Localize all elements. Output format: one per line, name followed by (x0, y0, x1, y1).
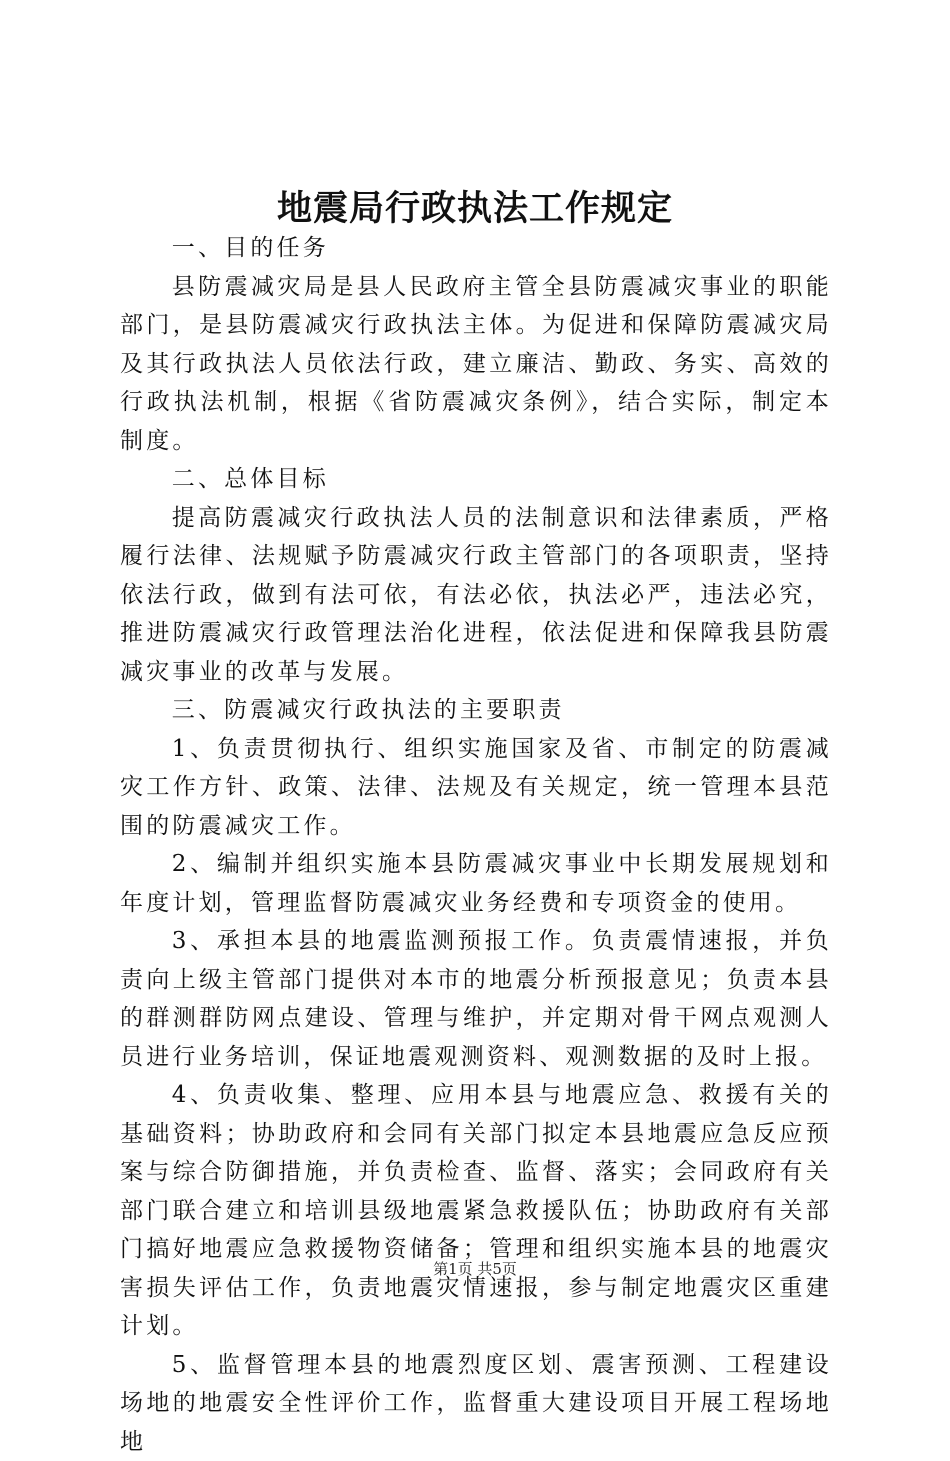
duty-item-5: 5、监督管理本县的地震烈度区划、震害预测、工程建设场地的地震安全性评价工作，监督重大建设项目开展工程场地地 (120, 1346, 832, 1461)
paragraph-1: 县防震减灾局是县人民政府主管全县防震减灾事业的职能部门，是县防震减灾行政执法主体。为促进和保障防震减灾局及其行政执法人员依法行政，建立廉洁、勤政、务实、高效的行政执法机制，根据《省防震减灾条例》，结合实际，制定本制度。 (120, 268, 832, 461)
duty-item-1: 1、负责贯彻执行、组织实施国家及省、市制定的防震减灾工作方针、政策、法律、法规及有关规定，统一管理本县范围的防震减灾工作。 (120, 730, 832, 846)
section-heading-1: 一、目的任务 (120, 229, 832, 268)
document-title: 地震局行政执法工作规定 (0, 183, 950, 235)
page-number-footer: 第1页 共5页 (0, 1258, 950, 1279)
duty-item-2: 2、编制并组织实施本县防震减灾事业中长期发展规划和年度计划，管理监督防震减灾业务经费和专项资金的使用。 (120, 845, 832, 922)
duty-item-4: 4、负责收集、整理、应用本县与地震应急、救援有关的基础资料；协助政府和会同有关部门拟定本县地震应急反应预案与综合防御措施，并负责检查、监督、落实；会同政府有关部门联合建立和培训县级地震紧急救援队伍；协助政府有关部门搞好地震应急救援物资储备；管理和组织实施本县的地震灾害损失评估工作，负责地震灾情速报，参与制定地震灾区重建计划。 (120, 1076, 832, 1346)
section-heading-3: 三、防震减灾行政执法的主要职责 (120, 691, 832, 730)
paragraph-2: 提高防震减灾行政执法人员的法制意识和法律素质，严格履行法律、法规赋予防震减灾行政主管部门的各项职责，坚持依法行政，做到有法可依，有法必依，执法必严，违法必究，推进防震减灾行政管理法治化进程，依法促进和保障我县防震减灾事业的改革与发展。 (120, 499, 832, 692)
duty-item-3: 3、承担本县的地震监测预报工作。负责震情速报，并负责向上级主管部门提供对本市的地震分析预报意见；负责本县的群测群防网点建设、管理与维护，并定期对骨干网点观测人员进行业务培训，保证地震观测资料、观测数据的及时上报。 (120, 922, 832, 1076)
section-heading-2: 二、总体目标 (120, 460, 832, 499)
